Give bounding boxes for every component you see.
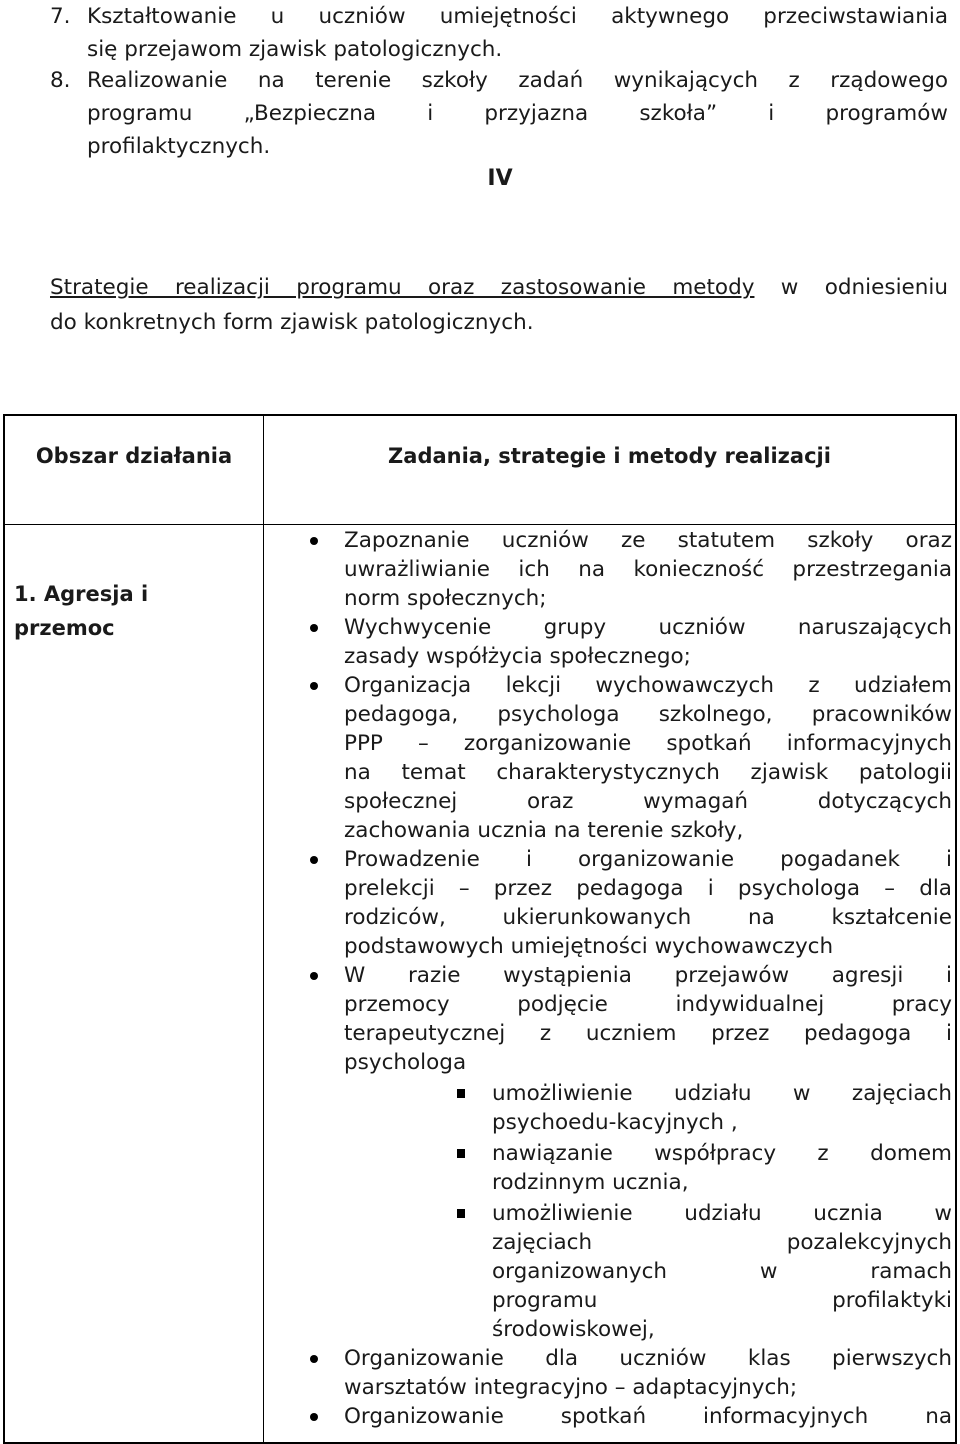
item-line: Realizowanie na terenie szkoły zadań wynikających z rządowego — [87, 68, 948, 93]
square-bullet-icon — [457, 1149, 465, 1158]
bullet-icon — [310, 972, 318, 980]
task-line: psychologa — [344, 1050, 467, 1075]
task-line: przemocy podjęcie indywidualnej pracy — [344, 992, 952, 1017]
intro-text-line2: do konkretnych form zjawisk patologicznych. — [50, 310, 534, 335]
intro-text: w odniesieniu — [754, 275, 948, 300]
tasks-list — [344, 526, 952, 1431]
square-bullet-icon — [457, 1209, 465, 1218]
subtask-line: zajęciach pozalekcyjnych — [492, 1230, 952, 1255]
subtask-item — [492, 1139, 952, 1197]
bullet-icon — [310, 537, 318, 545]
task-line: norm społecznych; — [344, 586, 547, 611]
task-line: podstawowych umiejętności wychowawczych — [344, 934, 834, 959]
subtask-item — [492, 1199, 952, 1344]
task-item — [344, 1402, 952, 1431]
subtask-line: psychoedu-kacyjnych , — [492, 1110, 738, 1135]
strategy-table — [3, 414, 957, 1444]
section-intro — [50, 270, 948, 340]
bullet-icon — [310, 1413, 318, 1421]
square-bullet-icon — [457, 1089, 465, 1098]
numbered-item-8 — [50, 64, 948, 163]
numbered-item-7 — [50, 0, 948, 66]
task-item — [344, 526, 952, 613]
area-line: 1. Agresja i — [14, 582, 149, 606]
subtask-line: środowiskowej, — [492, 1317, 655, 1342]
task-line: Zapoznanie uczniów ze statutem szkoły oraz — [344, 528, 952, 553]
task-line: Organizowanie spotkań informacyjnych na — [344, 1404, 952, 1429]
task-item — [344, 613, 952, 671]
subtask-line: rodzinnym ucznia, — [492, 1170, 689, 1195]
bullet-icon — [310, 682, 318, 690]
item-line: programu „Bezpieczna i przyjazna szkoła” i programów — [87, 101, 948, 126]
subtask-line: umożliwienie udziału w zajęciach — [492, 1081, 952, 1106]
task-line: Organizowanie dla uczniów klas pierwszych — [344, 1346, 952, 1371]
item-line: profilaktycznych. — [87, 134, 271, 159]
task-item — [344, 845, 952, 961]
task-line: zasady współżycia społecznego; — [344, 644, 691, 669]
task-line: prelekcji – przez pedagoga i psychologa – dla — [344, 876, 952, 901]
area-cell — [14, 577, 254, 645]
item-number: 7. — [50, 4, 71, 29]
task-line: warsztatów integracyjno – adaptacyjnych; — [344, 1375, 798, 1400]
header-tasks: Zadania, strategie i metody realizacji — [388, 444, 831, 468]
bullet-icon — [310, 1355, 318, 1363]
task-line: zachowania ucznia na terenie szkoły, — [344, 818, 744, 843]
bullet-icon — [310, 624, 318, 632]
subtask-line: umożliwienie udziału ucznia w — [492, 1201, 952, 1226]
section-number: IV — [487, 166, 513, 191]
header-divider — [5, 524, 955, 525]
task-line: Prowadzenie i organizowanie pogadanek i — [344, 847, 952, 872]
task-line: PPP – zorganizowanie spotkań informacyjnych — [344, 731, 952, 756]
item-number: 8. — [50, 68, 71, 93]
task-line: na temat charakterystycznych zjawisk patologii — [344, 760, 952, 785]
subtask-line: nawiązanie współpracy z domem — [492, 1141, 952, 1166]
area-line: przemoc — [14, 616, 115, 640]
task-item — [344, 1344, 952, 1402]
task-line: uwrażliwianie ich na konieczność przestrzegania — [344, 557, 952, 582]
task-line: W razie wystąpienia przejawów agresji i — [344, 963, 952, 988]
task-item — [344, 961, 952, 1344]
task-line: rodziców, ukierunkowanych na kształcenie — [344, 905, 952, 930]
header-area: Obszar działania — [35, 444, 233, 468]
task-line: społecznej oraz wymagań dotyczących — [344, 789, 952, 814]
item-line: się przejawom zjawisk patologicznych. — [87, 37, 503, 62]
task-line: pedagoga, psychologa szkolnego, pracowników — [344, 702, 952, 727]
column-divider — [263, 416, 264, 1442]
subtask-line: programu profilaktyki — [492, 1288, 952, 1313]
subtask-item — [492, 1079, 952, 1137]
intro-underlined-text: Strategie realizacji programu oraz zastosowanie metody — [50, 275, 755, 300]
task-item — [344, 671, 952, 845]
bullet-icon — [310, 856, 318, 864]
task-line: terapeutycznej z uczniem przez pedagoga i — [344, 1021, 952, 1046]
task-line: Wychwycenie grupy uczniów naruszających — [344, 615, 952, 640]
item-line: Kształtowanie u uczniów umiejętności aktywnego przeciwstawiania — [87, 4, 948, 29]
subtask-line: organizowanych w ramach — [492, 1259, 952, 1284]
task-line: Organizacja lekcji wychowawczych z udziałem — [344, 673, 952, 698]
